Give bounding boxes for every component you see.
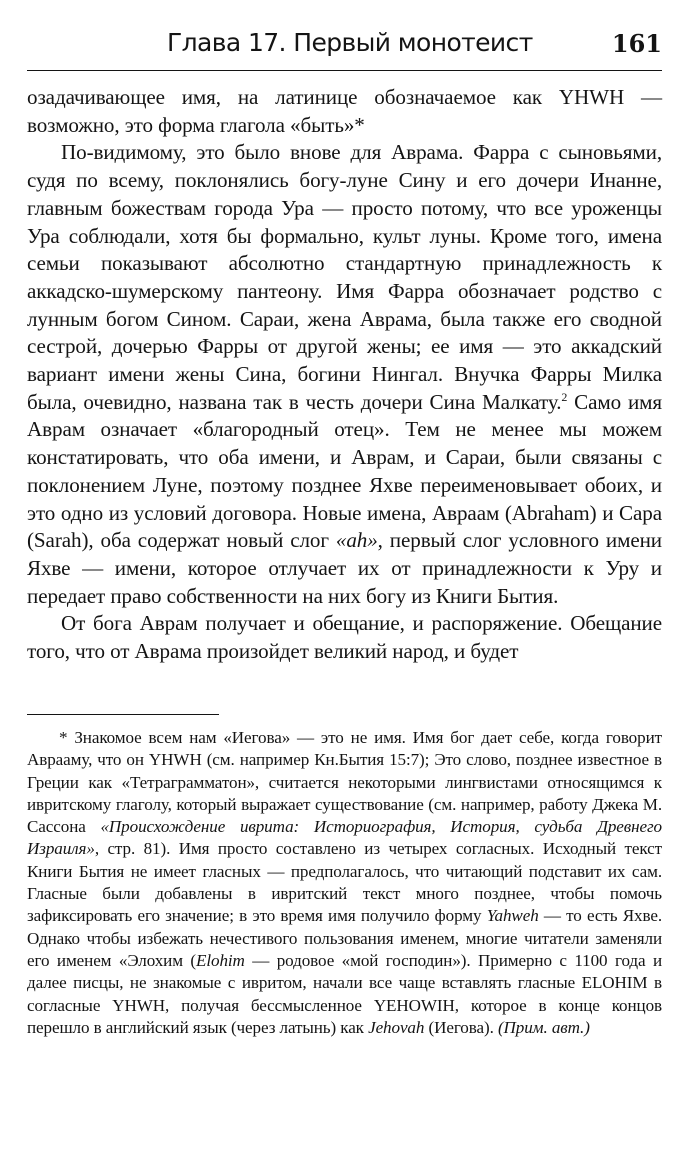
footnote-jehovah: Jehovah bbox=[368, 1017, 425, 1037]
paragraph-2-continuation: Само имя Аврам означает «благородный отец». Тем не менее мы можем констатировать, что оба имени, и Аврам, и Сараи, были связаны с поклонением Луне, поэтому позднее Яхве переименовывает обоих, и это одно из условий договора. Новые имена, Авраам (Abraham) и Сара (Sarah), оба содержат новый слог bbox=[27, 389, 662, 553]
footnote-text bbox=[27, 727, 662, 1039]
paragraph-1: озадачивающее имя, на латинице обозначаемое как YHWH — возможно, это форма глагола «быть»* bbox=[27, 85, 662, 137]
footnote-part-1: * Знакомое всем нам «Иегова» — это не имя. Имя бог дает себе, когда говорит Аврааму, что он YHWH (см. например Кн.Бытия 15:7); Это слово, позднее известное в Греции как «Тетраграмматон», считается некоторыми лингвистами относящимся к ивритскому глаголу, который выражает существование (см. например, работу Джека М. Сассона bbox=[27, 728, 662, 837]
footnote-author-note: (Прим. авт.) bbox=[497, 1017, 590, 1037]
header-divider bbox=[27, 70, 662, 71]
footnote-elohim: Elohim bbox=[196, 950, 245, 970]
page-number: 161 bbox=[611, 29, 662, 58]
footnote-divider bbox=[27, 714, 219, 715]
chapter-title: Глава 17. Первый монотеист bbox=[167, 28, 533, 57]
footnote-reference: 2 bbox=[561, 389, 568, 404]
footnote-yahweh: Yahweh bbox=[486, 906, 539, 926]
main-text bbox=[27, 84, 662, 666]
paragraph-2-end: , первый слог условного имени Яхве — имени, которое отлучает их от принадлежности к Уру и передает право собственности на них богу из Книги Бытия. bbox=[27, 528, 662, 608]
syllable-ah: «ah» bbox=[335, 528, 378, 553]
paragraph-2-text: По-видимому, это было внове для Аврама. Фарра с сыновьями, судя по всему, поклонялись богу-луне Сину и его дочери Инанне, главным божествам города Ура — просто потому, что все уроженцы Ура соблюдали, хотя бы формально, культ луны. Кроме того, имена семьи показывают абсолютно стандартную принадлежность к аккадско-шумерскому пантеону. Имя Фарра обозначает родство с лунным богом Сином. Сараи, жена Аврама, была также его сводной сестрой, дочерью Фарры от другой жены; ее имя — это аккадский вариант имени жены Сина, богини Нингал. Внучка Фарры Милка была, очевидно, названа так в честь дочери Сина Малкату. bbox=[27, 140, 662, 414]
paragraph-2 bbox=[27, 139, 662, 610]
footnote-part-5: (Иегова). bbox=[424, 1017, 498, 1037]
paragraph-3: От бога Аврам получает и обещание, и распоряжение. Обещание того, что от Аврама произойдет великий народ, и будет bbox=[27, 611, 662, 664]
footnote-part-4: — родовое «мой господин»). Примерно с 1100 года и далее писцы, не знакомые с ивритом, начали все чаще вставлять гласные ELOHIM в согласные YHWH, получая бессмысленное YEHOWIH, которое в конце концов перешло в английский язык (через латынь) как bbox=[27, 950, 662, 1037]
running-header bbox=[27, 28, 662, 68]
footnote bbox=[27, 727, 662, 1039]
footnote-book-title: «Происхождение иврита: Историография, История, судьба Древнего Израиля» bbox=[27, 817, 662, 859]
footnote-part-3: — то есть Яхве. Однако чтобы избежать нечестивого пользования именем, многие читатели заменяли его именем «Элохим ( bbox=[27, 906, 662, 970]
footnote-part-2: , стр. 81). Имя просто составлено из четырех согласных. Исходный текст Книги Бытия не имеет гласных — предполагалось, что читающий подставит их сам. Гласные были добавлены в ивритский текст много позднее, чтобы помочь зафиксировать его значение; в это время имя получило форму bbox=[27, 839, 662, 926]
